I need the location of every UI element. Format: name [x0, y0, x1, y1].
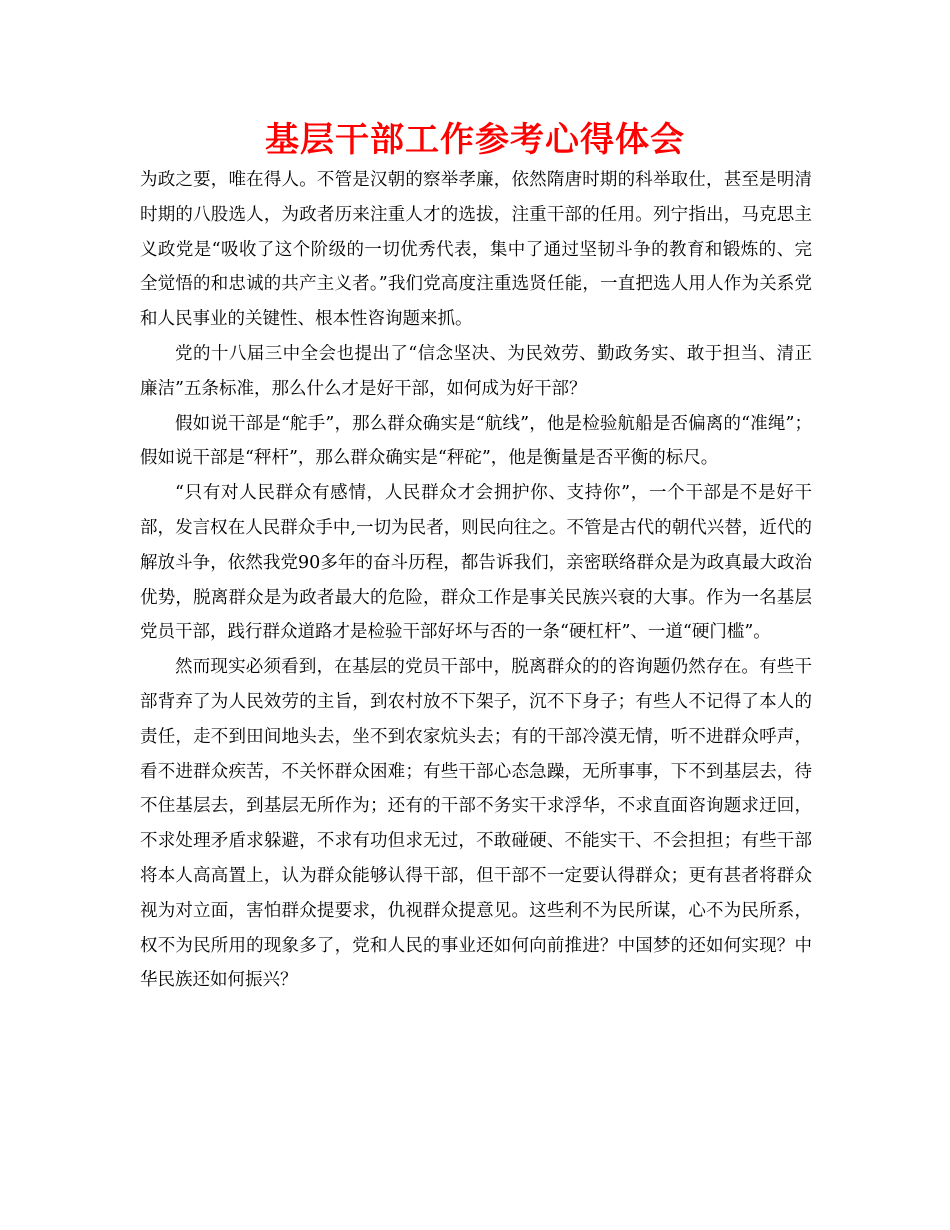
- document-title: 基层干部工作参考心得体会: [265, 120, 685, 160]
- paragraph-3: 假如说干部是“舵手”，那么群众确实是“航线”，他是检验航船是否偏离的“准绳”；假如说干部是“秤杆”，那么群众确实是“秤砣”，他是衡量是否平衡的标尺。: [140, 413, 812, 469]
- document-body: [140, 163, 812, 998]
- paragraph-1: 为政之要，唯在得人。不管是汉朝的察举孝廉，依然隋唐时期的科举取仕，甚至是明清时期的八股选人，为政者历来注重人才的选拔，注重干部的任用。列宁指出，马克思主义政党是“吸收了这个阶级的一切优秀代表，集中了通过坚韧斗争的教育和锻炼的、完全觉悟的和忠诚的共产主义者。”我们党高度注重选贤任能，一直把选人用人作为关系党和人民事业的关键性、根本性咨询题来抓。: [140, 170, 812, 330]
- paragraph-2: 党的十八届三中全会也提出了“信念坚决、为民效劳、勤政务实、敢于担当、清正廉洁”五条标准，那么什么才是好干部，如何成为好干部？: [140, 343, 812, 399]
- paragraph-4: “只有对人民群众有感情，人民群众才会拥护你、支持你”，一个干部是不是好干部，发言权在人民群众手中,一切为民者，则民向往之。不管是古代的朝代兴替，近代的解放斗争，依然我党90多年的奋斗历程，都告诉我们，亲密联络群众是为政真最大政治优势，脱离群众是为政者最大的危险，群众工作是事关民族兴衰的大事。作为一名基层党员干部，践行群众道路才是检验干部好坏与否的一条“硬杠杆”、一道“硬门槛”。: [140, 483, 812, 643]
- paragraph-5: 然而现实必须看到，在基层的党员干部中，脱离群众的的咨询题仍然存在。有些干部背弃了为人民效劳的主旨，到农村放不下架子，沉不下身子；有些人不记得了本人的责任，走不到田间地头去，坐不到农家炕头去；有的干部冷漠无情，听不进群众呼声，看不进群众疾苦，不关怀群众困难；有些干部心态急躁，无所事事，下不到基层去，待不住基层去，到基层无所作为；还有的干部不务实干求浮华，不求直面咨询题求迂回，不求处理矛盾求躲避，不求有功但求无过，不敢碰硬、不能实干、不会担担；有些干部将本人高高置上，认为群众能够认得干部，但干部不一定要认得群众；更有甚者将群众视为对立面，害怕群众提要求，仇视群众提意见。这些利不为民所谋，心不为民所系，权不为民所用的现象多了，党和人民的事业还如何向前推进？中国梦的还如何实现？中华民族还如何振兴？: [140, 657, 812, 991]
